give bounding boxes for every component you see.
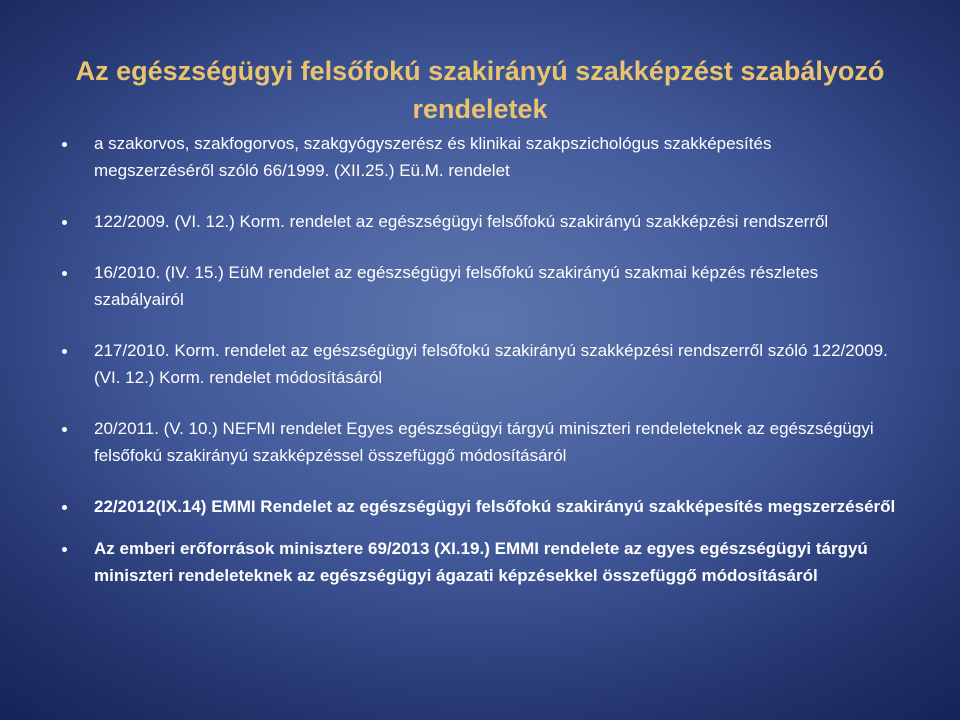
bullet-item-4 [56, 337, 896, 391]
bullet-text: 16/2010. (IV. 15.) EüM rendelet az egészségügyi felsőfokú szakirányú szakmai képzés részletes szabályairól [94, 263, 819, 309]
bullet-item-6 [56, 493, 896, 520]
bullet-dot-icon [62, 271, 67, 276]
bullet-dot-icon [62, 505, 67, 510]
bullet-item-1 [56, 130, 896, 184]
slide-title: Az egészségügyi felsőfokú szakirányú szakképzést szabályozó rendeletek [75, 56, 885, 124]
bullet-item-7 [56, 535, 896, 589]
bullet-text: 122/2009. (VI. 12.) Korm. rendelet az egészségügyi felsőfokú szakirányú szakképzési rendszerről [94, 212, 829, 231]
bullet-dot-icon [62, 220, 67, 225]
bullet-item-2 [56, 208, 896, 235]
bullet-text: Az emberi erőforrások minisztere 69/2013 (XI.19.) EMMI rendelete az egyes egészségügyi tárgyú miniszteri rendeleteknek az egészségügyi ágazati képzésekkel összefüggő módosításáról [94, 539, 868, 585]
bullet-text: 22/2012(IX.14) EMMI Rendelet az egészségügyi felsőfokú szakirányú szakképesítés megszerzéséről [94, 497, 896, 516]
bullet-item-3 [56, 259, 896, 313]
bullet-dot-icon [62, 547, 67, 552]
bullet-item-5 [56, 415, 896, 469]
bullet-dot-icon [62, 349, 67, 354]
bullet-dot-icon [62, 142, 67, 147]
bullet-text: 20/2011. (V. 10.) NEFMI rendelet Egyes egészségügyi tárgyú miniszteri rendeleteknek az egészségügyi felsőfokú szakirányú szakképzéssel összefüggő módosításáról [94, 419, 874, 465]
bullet-dot-icon [62, 427, 67, 432]
bullet-text: 217/2010. Korm. rendelet az egészségügyi felsőfokú szakirányú szakképzési rendszerről szóló 122/2009. (VI. 12.) Korm. rendelet módosításáról [94, 341, 888, 387]
bullet-list [56, 130, 896, 604]
bullet-text: a szakorvos, szakfogorvos, szakgyógyszerész és klinikai szakpszichológus szakképesítés megszerzéséről szóló 66/1999. (XII.25.) Eü.M. rendelet [94, 134, 772, 180]
